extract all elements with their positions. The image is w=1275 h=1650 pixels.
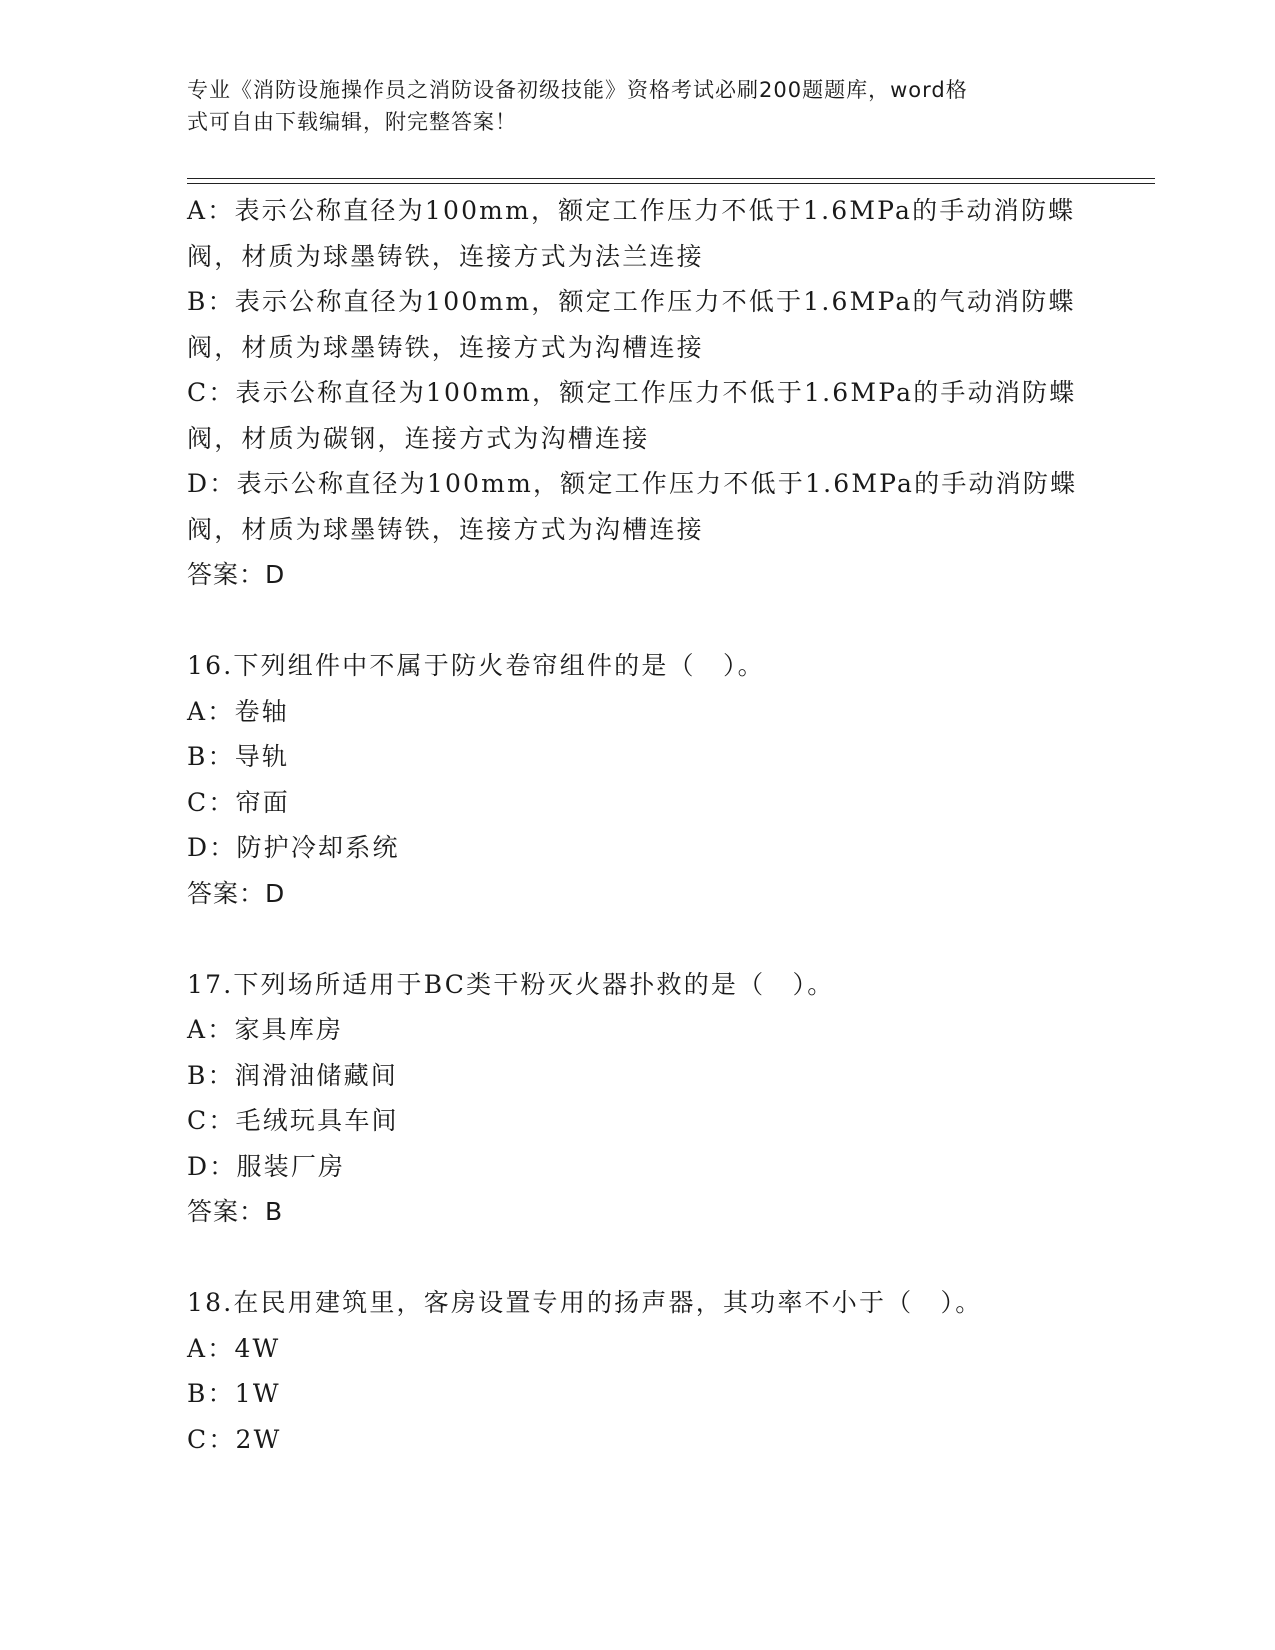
question-16 [187,643,1087,916]
option-b-line-2: 阀，材质为球墨铸铁，连接方式为沟槽连接 [187,332,704,362]
question-17-text: 17.下列场所适用于BC类干粉灭火器扑救的是（ ）。 [187,969,835,999]
option-a: A：卷轴 [187,696,289,726]
option-a: A：家具库房 [187,1015,344,1044]
option-c: C：毛绒玩具车间 [187,1106,399,1135]
option-b: B：1W [187,1379,281,1408]
option-d: D：服装厂房 [187,1151,346,1181]
question-15-answer: 答案：D [187,560,286,589]
spacer [187,598,1087,644]
question-17 [187,962,1087,1235]
header-line-2: 式可自由下载编辑，附完整答案！ [187,110,517,134]
option-c: C：帘面 [187,787,290,817]
option-b: B：导轨 [187,742,290,771]
header-rule-bottom [187,183,1155,184]
option-b: B：润滑油储藏间 [187,1060,398,1090]
question-15-options [187,188,1087,598]
question-16-answer: 答案：D [187,878,286,908]
spacer [187,1235,1087,1281]
question-content [187,188,1087,1462]
option-a-line-2: 阀，材质为球墨铸铁，连接方式为法兰连接 [187,241,704,271]
option-c-line-2: 阀，材质为碳钢，连接方式为沟槽连接 [187,423,650,453]
option-d-line-1: D：表示公称直径为100mm，额定工作压力不低于1.6MPa的手动消防蝶 [187,469,1078,498]
question-18 [187,1280,1087,1462]
question-17-answer: 答案：B [187,1197,284,1226]
question-16-text: 16.下列组件中不属于防火卷帘组件的是（ ）。 [187,651,765,680]
document-header [187,74,1067,138]
option-c: C：2W [187,1424,282,1454]
spacer [187,916,1087,962]
option-d-line-2: 阀，材质为球墨铸铁，连接方式为沟槽连接 [187,514,704,544]
header-line-1: 专业《消防设施操作员之消防设备初级技能》资格考试必刷200题题库，word格 [187,78,968,102]
header-rule-top [187,178,1155,179]
option-b-line-1: B：表示公称直径为100mm，额定工作压力不低于1.6MPa的气动消防蝶 [187,287,1076,316]
option-c-line-1: C：表示公称直径为100mm，额定工作压力不低于1.6MPa的手动消防蝶 [187,378,1077,407]
question-18-text: 18.在民用建筑里，客房设置专用的扬声器，其功率不小于（ ）。 [187,1288,983,1317]
option-a-line-1: A：表示公称直径为100mm，额定工作压力不低于1.6MPa的手动消防蝶 [187,196,1076,225]
option-a: A：4W [187,1333,281,1363]
option-d: D：防护冷却系统 [187,833,400,862]
